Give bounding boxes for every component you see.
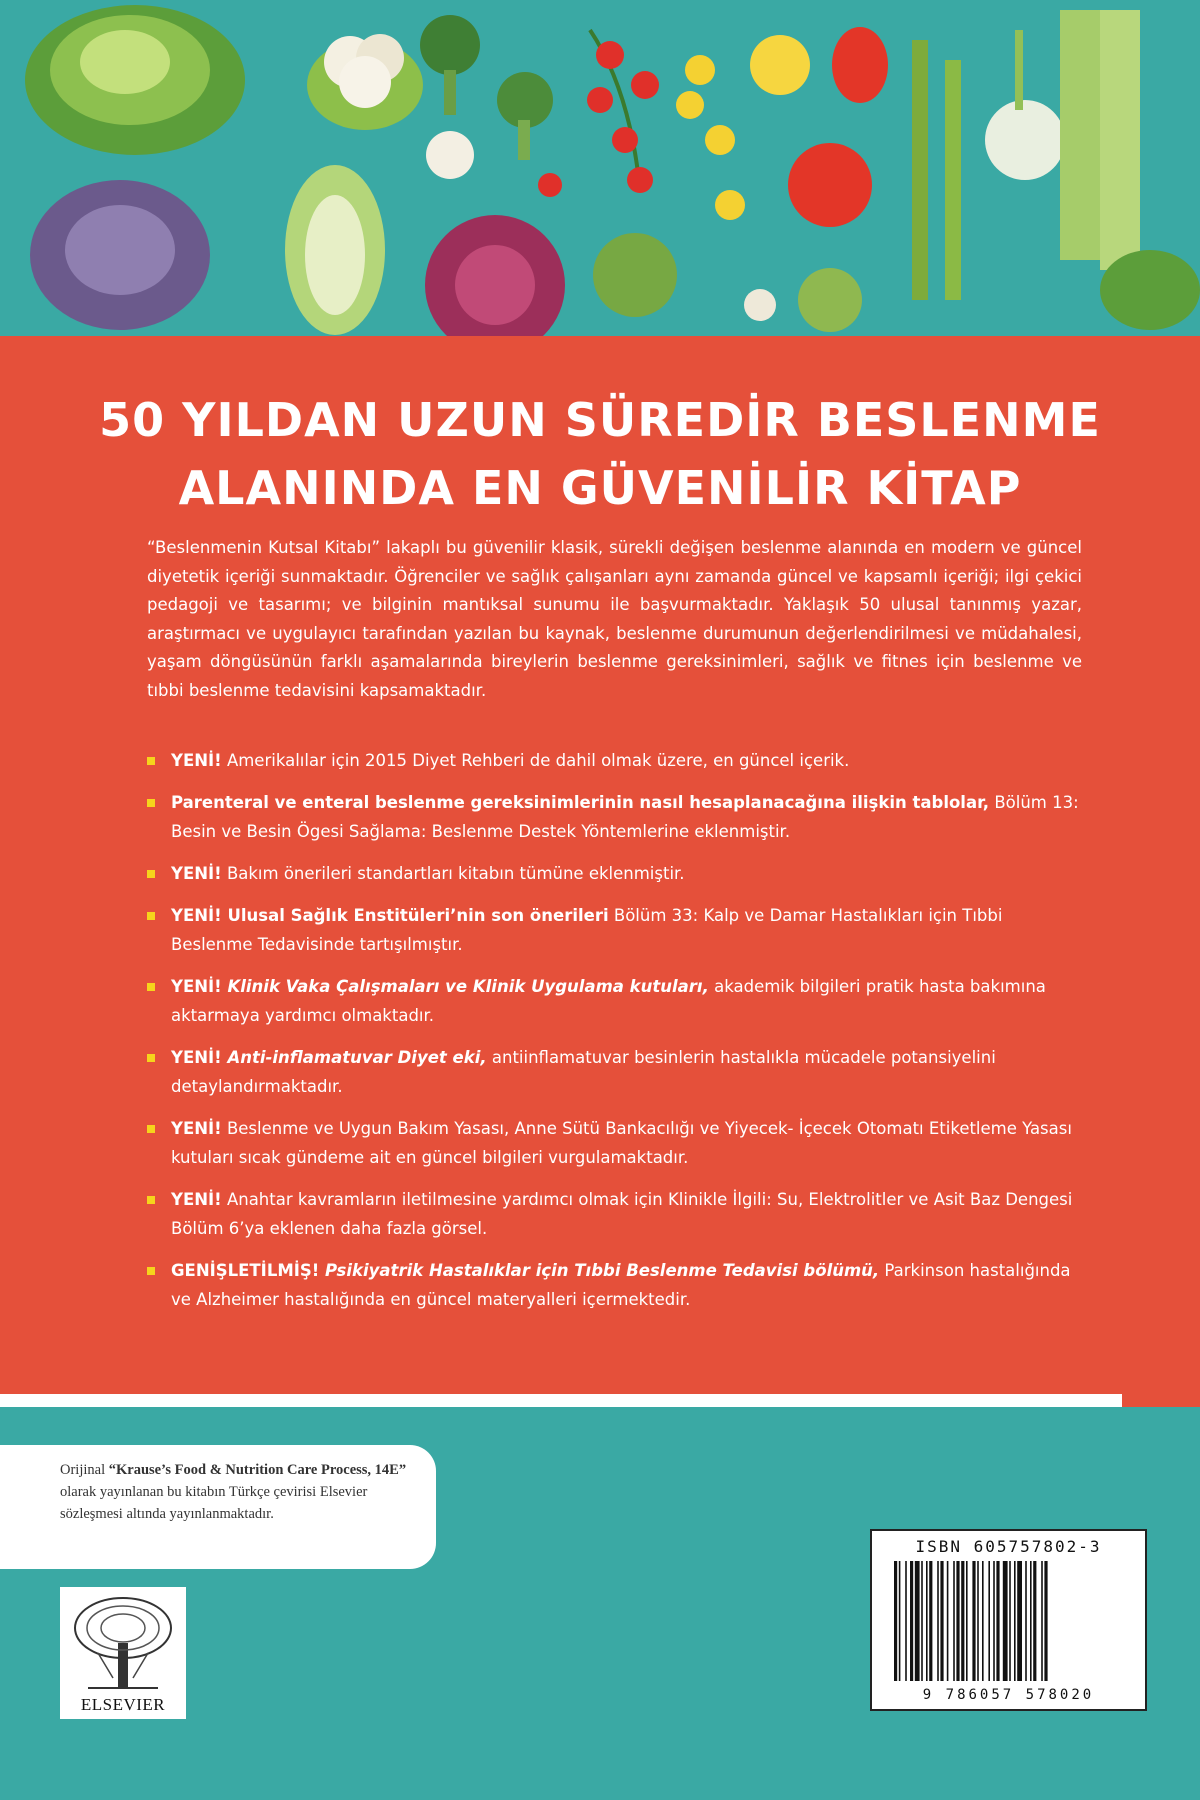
bullet-icon: [147, 983, 155, 991]
barcode-bar: [977, 1561, 979, 1681]
barcode-bar: [1017, 1561, 1022, 1681]
bullet-icon: [147, 1196, 155, 1204]
barcode-bar: [894, 1561, 897, 1681]
list-item: YENİ! Amerikalılar için 2015 Diyet Rehberi de dahil olmak üzere, en güncel içerik.: [147, 746, 1087, 775]
isbn-number: 9 786057 578020: [922, 1687, 1095, 1703]
list-item: YENİ! Beslenme ve Uygun Bakım Yasası, Anne Sütü Bankacılığı ve Yiyecek- İçecek Otomatı Etiketleme Yasası kutuları sıcak gündeme ait en güncel bilgileri vurgulamaktadır.: [147, 1114, 1087, 1172]
bullet-icon: [147, 1125, 155, 1133]
bullet-icon: [147, 1267, 155, 1275]
headline-line-2: ALANINDA EN GÜVENİLİR KİTAP: [178, 461, 1022, 515]
vegetable-illustration: [0, 0, 1200, 336]
list-item: YENİ! Anahtar kavramların iletilmesine yardımcı olmak için Klinikle İlgili: Su, Elektrolitler ve Asit Baz Dengesi Bölüm 6’ya eklenen daha fazla görsel.: [147, 1185, 1087, 1243]
barcode-bar: [915, 1561, 920, 1681]
translation-credit: Orijinal “Krause’s Food & Nutrition Care Process, 14E” olarak yayınlanan bu kitabın Türkçe çevirisi Elsevier sözleşmesi altında yayınlanmaktadır.: [60, 1462, 407, 1522]
barcode-bar: [1041, 1561, 1043, 1681]
headline-line-1: 50 YILDAN UZUN SÜREDİR BESLENME: [99, 393, 1101, 447]
intro-paragraph: “Beslenmenin Kutsal Kitabı” lakaplı bu güvenilir klasik, sürekli değişen beslenme alanında en modern ve güncel diyetetik içeriği sunmaktadır. Öğrenciler ve sağlık çalışanları aynı zamanda güncel ve kapsamlı içeriği; ilgi çekici pedagoji ve tasarımı; ve bilginin mantıksal sunumu ile başvurmaktadır. Yaklaşık 50 ulusal tanınmış yazar, araştırmacı ve uygulayıcı tarafından yazılan bu kaynak, beslenme durumunun değerlendirilmesi ve müdahalesi, yaşam döngüsünün farklı aşamalarında bireylerin beslenme gereksinimleri, sağlık ve fitnes için beslenme ve tıbbi beslenme tedavisini kapsamaktadır.: [147, 538, 1082, 700]
barcode-icon: [890, 1561, 1128, 1681]
isbn-barcode: [870, 1529, 1147, 1711]
barcode-bar: [921, 1561, 923, 1681]
barcode-bar: [926, 1561, 928, 1681]
vegetables-icon: [0, 0, 1200, 336]
barcode-bar: [910, 1561, 913, 1681]
description-panel: [0, 336, 1200, 1394]
list-item: YENİ! Anti-inflamatuvar Diyet eki, antiinflamatuvar besinlerin hastalıkla mücadele potansiyelini detaylandırmaktadır.: [147, 1043, 1087, 1101]
barcode-bar: [956, 1561, 959, 1681]
barcode-bar: [972, 1561, 975, 1681]
footer-section: [0, 1407, 1200, 1800]
headline: [60, 386, 1140, 522]
divider-edge: [1122, 1394, 1200, 1407]
barcode-bar: [899, 1561, 901, 1681]
list-item: YENİ! Ulusal Sağlık Enstitüleri’nin son önerileri Bölüm 33: Kalp ve Damar Hastalıkları için Tıbbi Beslenme Tedavisinde tartışılmıştır.: [147, 901, 1087, 959]
tree-icon: [68, 1593, 178, 1693]
barcode-bar: [1044, 1561, 1047, 1681]
barcode-bar: [1009, 1561, 1011, 1681]
feature-list: [147, 746, 1087, 1327]
barcode-bar: [1003, 1561, 1008, 1681]
barcode-bar: [1014, 1561, 1016, 1681]
bullet-icon: [147, 757, 155, 765]
barcode-bar: [905, 1561, 907, 1681]
bullet-icon: [147, 870, 155, 878]
barcode-bar: [982, 1561, 984, 1681]
list-item: YENİ! Klinik Vaka Çalışmaları ve Klinik Uygulama kutuları, akademik bilgileri pratik hasta bakımına aktarmaya yardımcı olmaktadır.: [147, 972, 1087, 1030]
list-item: Parenteral ve enteral beslenme gereksinimlerinin nasıl hesaplanacağına ilişkin tablolar, Bölüm 13: Besin ve Besin Ögesi Sağlama: Beslenme Destek Yöntemlerine eklenmiştir.: [147, 788, 1087, 846]
publisher-name: ELSEVIER: [80, 1695, 166, 1714]
divider: [0, 1394, 1122, 1407]
elsevier-logo: [60, 1587, 186, 1719]
isbn-label: ISBN 605757802-3: [915, 1537, 1102, 1556]
barcode-bar: [996, 1561, 999, 1681]
bullet-icon: [147, 799, 155, 807]
bullet-icon: [147, 912, 155, 920]
bullet-icon: [147, 1054, 155, 1062]
list-item: YENİ! Bakım önerileri standartları kitabın tümüne eklenmiştir.: [147, 859, 1087, 888]
barcode-bar: [961, 1561, 964, 1681]
barcode-bar: [929, 1561, 932, 1681]
barcode-bar: [953, 1561, 955, 1681]
barcode-bar: [1030, 1561, 1032, 1681]
barcode-bar: [947, 1561, 949, 1681]
barcode-bar: [940, 1561, 943, 1681]
barcode-bar: [1025, 1561, 1027, 1681]
barcode-bar: [993, 1561, 995, 1681]
barcode-bar: [966, 1561, 968, 1681]
barcode-bar: [988, 1561, 990, 1681]
barcode-bar: [1033, 1561, 1036, 1681]
translation-credit-box: [0, 1445, 436, 1569]
barcode-bar: [937, 1561, 939, 1681]
list-item: GENİŞLETİLMİŞ! Psikiyatrik Hastalıklar için Tıbbi Beslenme Tedavisi bölümü, Parkinson hastalığında ve Alzheimer hastalığında en güncel materyalleri içermektedir.: [147, 1256, 1087, 1314]
